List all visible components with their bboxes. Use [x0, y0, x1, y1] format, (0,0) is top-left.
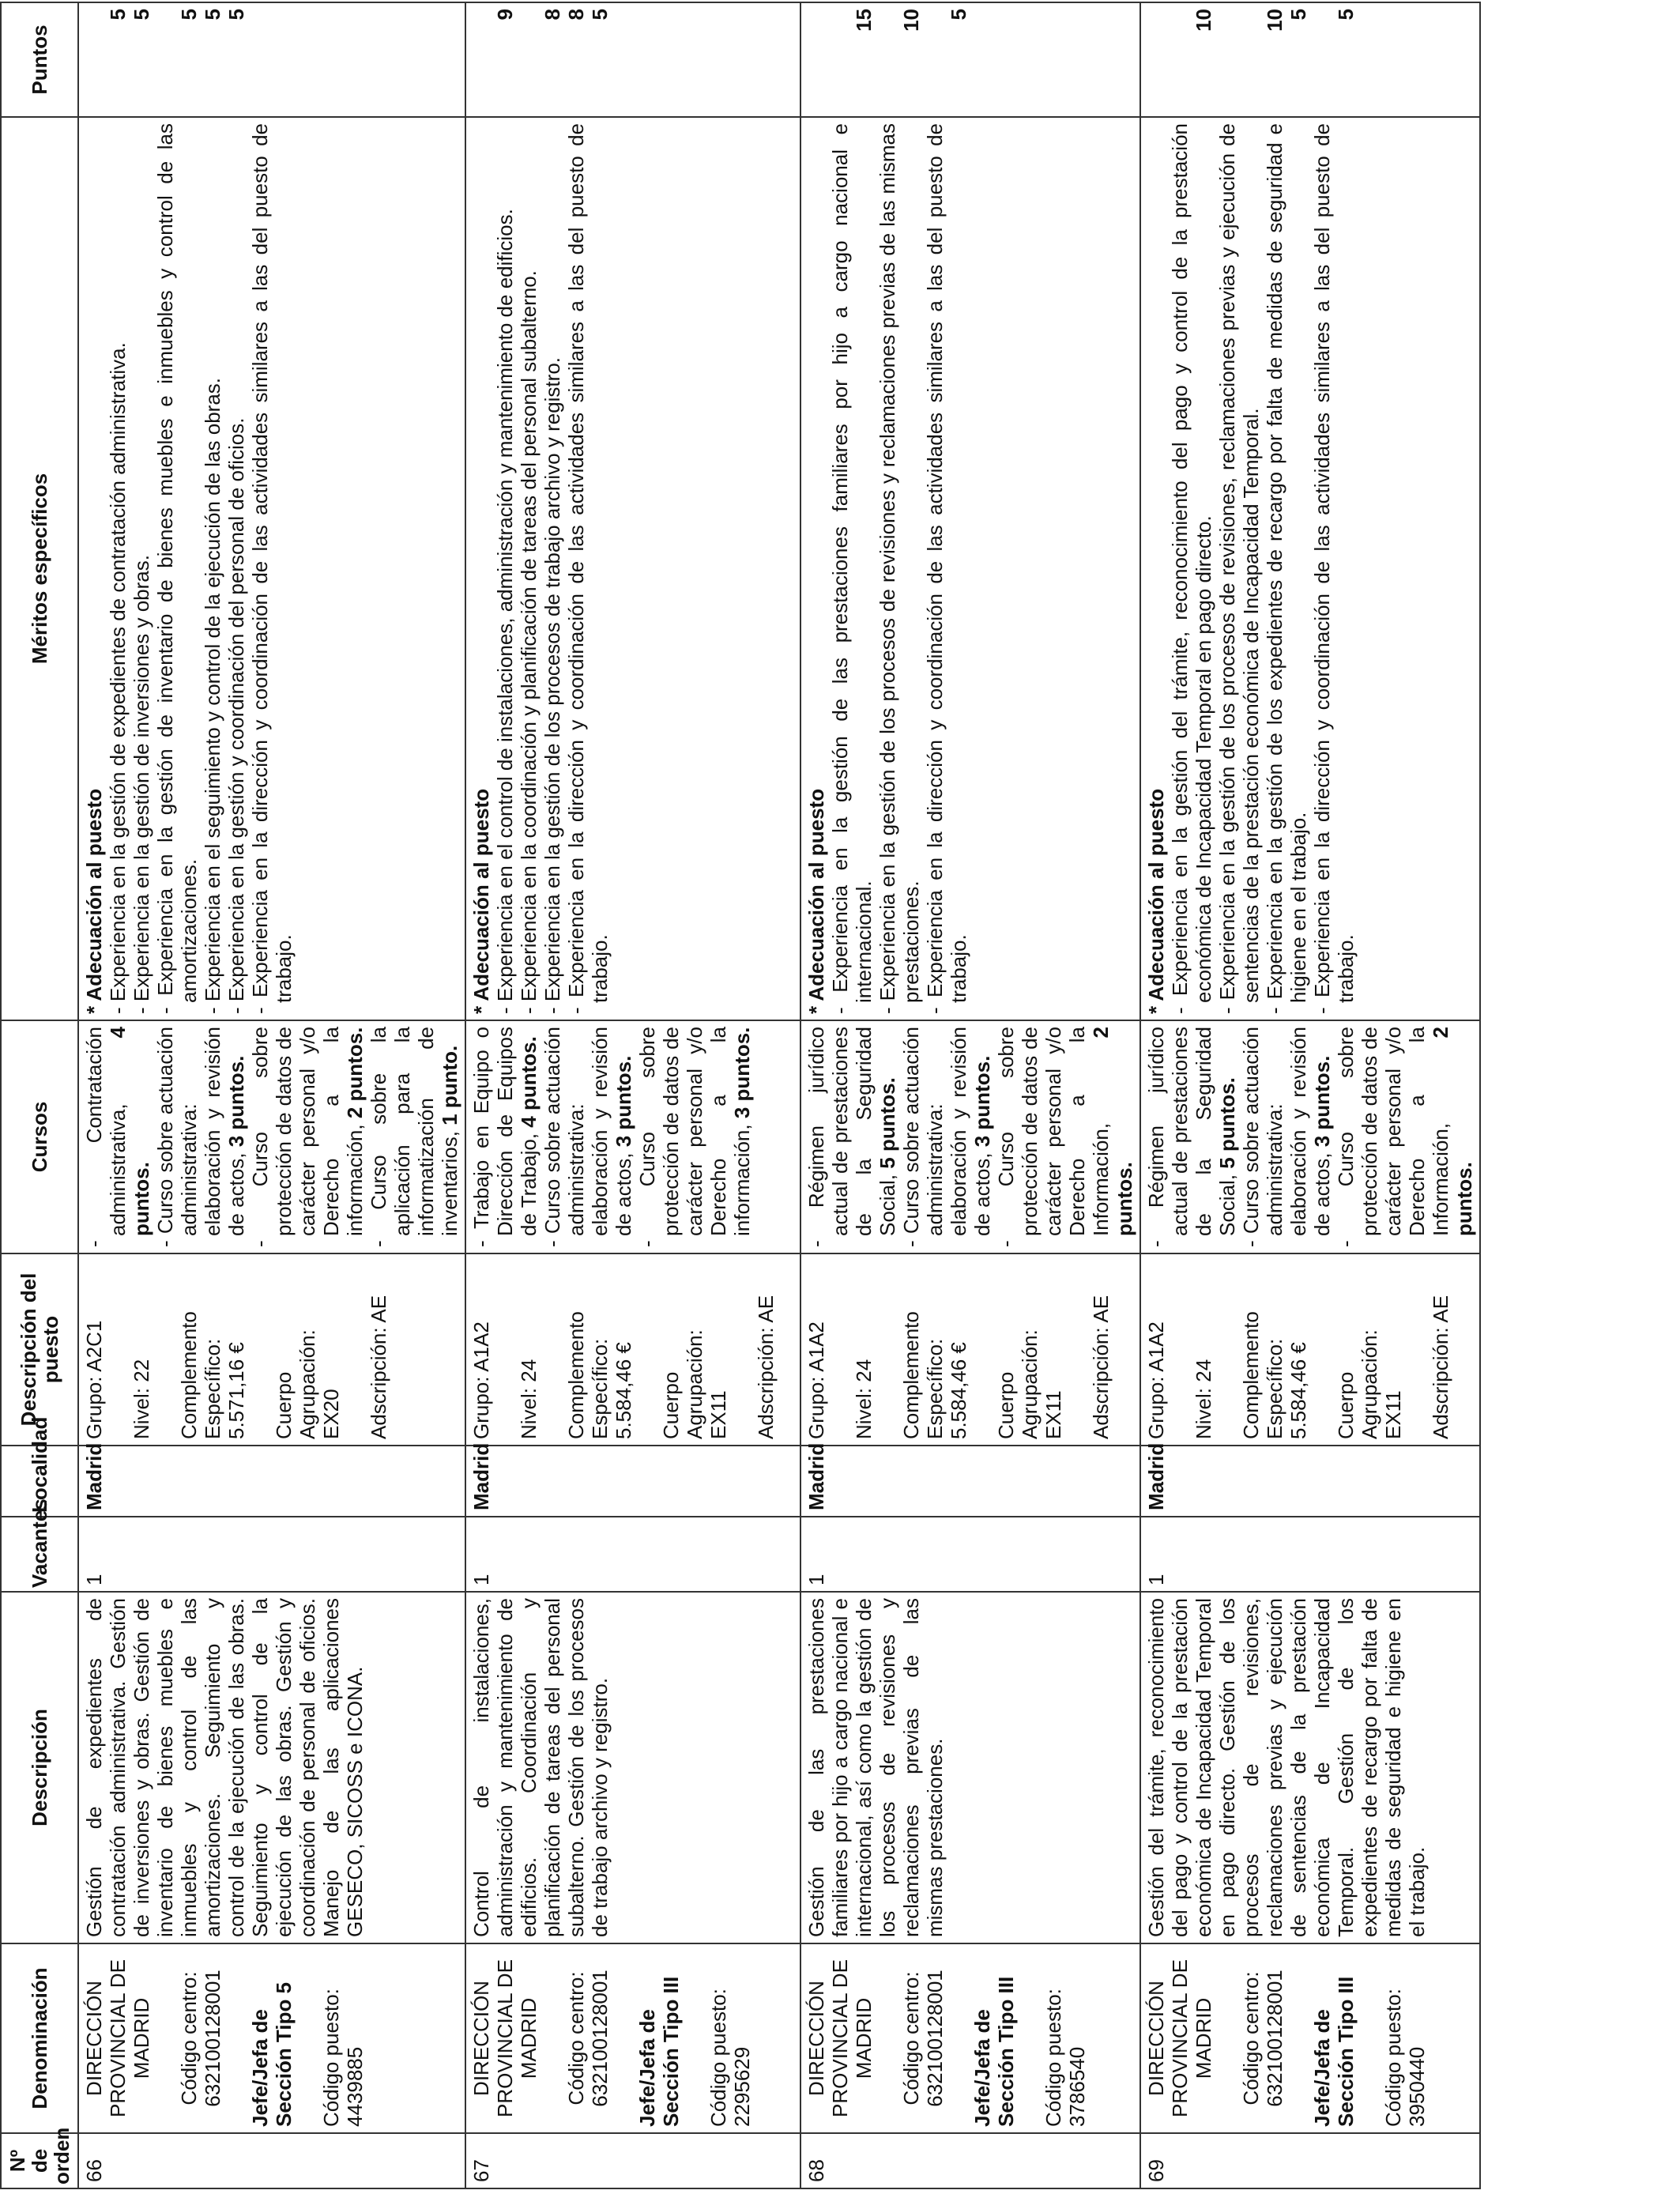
spacer [106, 1260, 130, 1439]
codigo-puesto: 3950440 [1405, 2046, 1430, 2127]
puntos-value [1239, 9, 1263, 111]
meritos-title: * Adecuación al puesto [469, 788, 493, 1014]
curso-text: - Curso sobre actuación administrativa: elaboración y revisión de actos, [541, 1027, 635, 1247]
adscripcion: Adscripción: AE [367, 1295, 390, 1439]
merito-item: - Experiencia en la dirección y coordinación de las actividades similares a las del puesto de trabajo. [248, 123, 296, 1014]
curso-puntos: 4 puntos. [517, 1036, 541, 1128]
curso-item [469, 1027, 541, 1247]
codigo-centro-label: Código centro: [1239, 1971, 1264, 2105]
merito-item: - Experiencia en el control de instalaciones, administración y mantenimiento de edificios. [493, 209, 517, 1014]
adscripcion: Adscripción: AE [754, 1295, 778, 1439]
curso-text: - Régimen jurídico actual de prestaciones de la Seguridad Social, [804, 1027, 900, 1247]
spacer [343, 1260, 367, 1439]
desc-puesto-cell [465, 1253, 800, 1446]
spacer [1286, 1950, 1310, 2127]
complemento: 5.584,46 € [947, 1342, 971, 1439]
adscripcion: Adscripción: AE [1429, 1295, 1453, 1439]
localidad-cell: Madrid [78, 1446, 465, 1517]
merito-item: - Experiencia en la gestión del trámite, reconocimiento del pago y control de la prestación económica de Incapacidad Temporal en pago directo. [1168, 123, 1216, 1014]
merito-item: - Experiencia en el seguimiento y control de la ejecución de las obras. [201, 377, 224, 1014]
puntos-value: 5 [1334, 9, 1358, 21]
descripcion-cell: Control de instalaciones, administración y mantenimiento de edificios. Coordinación y planificación de tareas del personal subalterno. Gestión de los procesos de trabajo archivo y registro. [465, 1592, 800, 1943]
descripcion-cell: Gestión del trámite, reconocimiento del pago y control de la prestación económica de Incapacidad Temporal en pago directo. Gestión de los procesos de revisiones, reclamaciones previas y ejecución de sentencias de la prestación económica de Incapacidad Temporal. Gestión de los expedientes de recargo por falta de medidas de seguridad e higiene en el trabajo. [1140, 1592, 1480, 1943]
descripcion-cell: Gestión de expedientes de contratación administrativa. Gestión de inversiones y obras. Gestión de inventario de bienes muebles e inmuebles y control de las amortizaciones. Seguimiento y control de la ejecución de las obras. Seguimiento y control de la ejecución de las obras. Gestión y coordinación de personal de oficios. Manejo de las aplicaciones GESECO, SICOSS e ICONA. [78, 1592, 465, 1943]
curso-text: - Curso sobre actuación administrativa: elaboración y revisión de actos, [899, 1027, 995, 1247]
curso-puntos: 3 puntos. [970, 1055, 995, 1148]
merito-item: - Experiencia en la gestión de los procesos de revisiones, reclamaciones previas y ejecución de sentencias de la prestación económica de Incapacidad Temporal. [1215, 123, 1264, 1014]
meritos-cell [78, 117, 465, 1020]
curso-item [153, 1027, 248, 1247]
localidad-cell: Madrid [1140, 1446, 1480, 1517]
spacer [876, 1260, 899, 1439]
curso-item [248, 1027, 367, 1247]
spacer [970, 1260, 994, 1439]
spacer [804, 9, 828, 111]
spacer [1018, 1950, 1042, 2127]
orden-cell: 68 [800, 2133, 1140, 2188]
puntos-value: 5 [1286, 9, 1311, 21]
codigo-puesto: 3786540 [1065, 2046, 1090, 2127]
codigo-puesto-label: Código puesto: [319, 1989, 343, 2127]
puntos-value: 10 [899, 9, 924, 32]
curso-text: - Curso sobre protección de datos de carácter personal y/o Derecho a la información, [248, 1027, 367, 1247]
cuerpo: EX11 [1381, 1390, 1406, 1439]
header-denominacion: Denominación [1, 1943, 78, 2133]
centro-name: DIRECCIÓN PROVINCIAL DE MADRID [804, 1959, 876, 2117]
curso-puntos: 2 puntos. [343, 1027, 367, 1119]
complemento: 5.584,46 € [612, 1342, 635, 1439]
puntos-value: 5 [201, 9, 224, 21]
curso-item [1239, 1027, 1334, 1247]
meritos-title: * Adecuación al puesto [804, 788, 829, 1014]
centro-name: DIRECCIÓN PROVINCIAL DE MADRID [469, 1959, 541, 2117]
puesto-name: Jefe/Jefa de Sección Tipo III [1310, 1976, 1358, 2127]
curso-puntos: 3 puntos. [1310, 1055, 1335, 1148]
puntos-value [1310, 9, 1334, 111]
curso-text: - Curso sobre la aplicación para la informatización de inventarios, [367, 1027, 461, 1247]
cuerpo: EX20 [319, 1389, 343, 1439]
spacer [224, 1950, 248, 2127]
puntos-value [1168, 9, 1192, 111]
denominacion-cell [465, 1943, 800, 2133]
grupo: Grupo: A2C1 [82, 1320, 106, 1439]
curso-puntos: 3 puntos. [612, 1055, 635, 1148]
codigo-centro: 632100128001 [1263, 1970, 1287, 2107]
spacer [1215, 1950, 1239, 2127]
spacer [1168, 1260, 1192, 1439]
cursos-cell [78, 1020, 465, 1253]
meritos-title: * Adecuación al puesto [82, 788, 106, 1014]
header-descripcion: Descripción [1, 1592, 78, 1943]
codigo-puesto: 4439885 [343, 2046, 367, 2127]
cursos-cell [1140, 1020, 1480, 1253]
puntos-value: 8 [564, 9, 588, 21]
puntos-value: 8 [541, 9, 564, 21]
spacer [1358, 1950, 1381, 2127]
puntos-value: 5 [130, 9, 153, 21]
spacer [1215, 1260, 1239, 1439]
header-meritos: Méritos específicos [1, 117, 78, 1020]
orden-cell: 66 [78, 2133, 465, 2188]
puntos-value [517, 9, 541, 111]
table-row [1140, 2, 1480, 2188]
puntos-cell [465, 2, 800, 117]
curso-text: - Curso sobre actuación administrativa: elaboración y revisión de actos, [1239, 1027, 1335, 1247]
header-desc-puesto: Descripción del puesto [1, 1253, 78, 1446]
spacer [493, 1260, 517, 1439]
puesto-name: Jefe/Jefa de Sección Tipo III [970, 1976, 1019, 2127]
complemento-label: Complemento Específico: [564, 1311, 612, 1439]
spacer [1144, 9, 1168, 111]
spacer [541, 1950, 564, 2127]
merito-item: - Experiencia en la gestión de los procesos de trabajo archivo y registro. [541, 357, 564, 1014]
puntos-value [923, 9, 947, 111]
nivel: Nivel: 24 [517, 1359, 541, 1439]
cuerpo: EX11 [706, 1390, 730, 1439]
complemento-label: Complemento Específico: [177, 1311, 224, 1439]
codigo-puesto-label: Código puesto: [1381, 1989, 1406, 2127]
curso-text: - Curso sobre actuación administrativa: elaboración y revisión de actos, [153, 1027, 248, 1247]
puntos-value: 10 [1192, 9, 1216, 32]
codigo-centro-label: Código centro: [177, 1971, 201, 2105]
meritos-cell [800, 117, 1140, 1020]
spacer [683, 1950, 706, 2127]
meritos-table [0, 2, 1481, 2189]
vacantes-cell: 1 [1140, 1517, 1480, 1592]
spacer [828, 1260, 852, 1439]
codigo-puesto-label: Código puesto: [706, 1989, 730, 2127]
cuerpo-label: Cuerpo Agrupación: [1334, 1329, 1382, 1439]
denominacion-cell [800, 1943, 1140, 2133]
merito-item: - Experiencia en la dirección y coordinación de las actividades similares a las del puesto de trabajo. [564, 123, 612, 1014]
codigo-centro-label: Código centro: [899, 1971, 924, 2105]
puesto-name: Jefe/Jefa de Sección Tipo III [635, 1976, 683, 2127]
spacer [82, 9, 106, 111]
curso-puntos: 3 puntos. [730, 1027, 754, 1119]
cursos-cell [800, 1020, 1140, 1253]
cuerpo-label: Cuerpo Agrupación: [659, 1329, 706, 1439]
localidad-cell: Madrid [800, 1446, 1140, 1517]
orden-cell: 69 [1140, 2133, 1480, 2188]
spacer [1065, 1260, 1089, 1439]
puntos-value: 5 [588, 9, 612, 21]
spacer [153, 1260, 177, 1439]
puntos-value [1215, 9, 1239, 111]
grupo: Grupo: A1A2 [1144, 1321, 1169, 1439]
table-body [78, 2, 1480, 2188]
merito-item: - Experiencia en la dirección y coordinación de las actividades similares a las del puesto de trabajo. [923, 123, 971, 1014]
merito-item: - Experiencia en la gestión y coordinación del personal de oficios. [224, 417, 248, 1014]
spacer [296, 1950, 319, 2127]
puntos-value: 5 [106, 9, 130, 21]
puntos-value: 10 [1263, 9, 1287, 32]
table-row [800, 2, 1140, 2188]
complemento-label: Complemento Específico: [899, 1311, 947, 1439]
curso-item [804, 1027, 899, 1247]
centro-name: DIRECCIÓN PROVINCIAL DE MADRID [1144, 1959, 1216, 2117]
puntos-cell [78, 2, 465, 117]
denominacion-cell [1140, 1943, 1480, 2133]
curso-item [82, 1027, 153, 1247]
table-row [78, 2, 465, 2188]
nivel: Nivel: 24 [1192, 1359, 1216, 1439]
puntos-value: 5 [224, 9, 248, 21]
puntos-value [876, 9, 899, 111]
spacer [635, 1260, 659, 1439]
grupo: Grupo: A1A2 [804, 1321, 829, 1439]
cuerpo-label: Cuerpo Agrupación: [994, 1329, 1042, 1439]
spacer [541, 1260, 564, 1439]
curso-text: - Curso sobre protección de datos de carácter personal y/o Derecho a la Información, [994, 1027, 1113, 1247]
curso-item [541, 1027, 635, 1247]
complemento-label: Complemento Específico: [1239, 1311, 1287, 1439]
vacantes-cell: 1 [465, 1517, 800, 1592]
curso-text: - Contratación administrativa, [82, 1027, 130, 1247]
curso-puntos: 5 puntos. [876, 1077, 900, 1169]
curso-puntos: 5 puntos. [1215, 1077, 1240, 1169]
nivel: Nivel: 24 [852, 1359, 876, 1439]
header-orden: Nº de orden [1, 2133, 78, 2188]
spacer [153, 1950, 177, 2127]
curso-puntos: 2 puntos. [1089, 1027, 1137, 1236]
spacer [876, 1950, 899, 2127]
merito-item: - Experiencia en la gestión de inventario de bienes muebles e inmuebles y control de las amortizaciones. [153, 123, 201, 1014]
puntos-value: 5 [177, 9, 201, 21]
meritos-title: * Adecuación al puesto [1144, 788, 1169, 1014]
curso-text: - Trabajo en Equipo o Dirección de Equipos de Trabajo, [469, 1027, 541, 1247]
merito-item: - Experiencia en la coordinación y planificación de tareas del personal subalterno. [517, 270, 541, 1014]
cuerpo-label: Cuerpo Agrupación: [272, 1329, 319, 1439]
desc-puesto-cell [1140, 1253, 1480, 1446]
curso-text: - Régimen jurídico actual de prestaciones de la Seguridad Social, [1144, 1027, 1240, 1247]
curso-item [899, 1027, 994, 1247]
spacer [248, 1260, 272, 1439]
merito-item: - Experiencia en la gestión de las prestaciones familiares por hijo a cargo nacional e internacional. [828, 123, 876, 1014]
curso-text: - Curso sobre protección de datos de carácter personal y/o Derecho a la Información, [1334, 1027, 1453, 1247]
codigo-centro-label: Código centro: [564, 1971, 588, 2105]
merito-item: - Experiencia en la gestión de los procesos de revisiones y reclamaciones previas de las mismas prestaciones. [876, 123, 924, 1014]
puntos-value [153, 9, 177, 111]
curso-puntos: 3 puntos. [224, 1055, 248, 1148]
vacantes-cell: 1 [78, 1517, 465, 1592]
merito-item: - Experiencia en la gestión de los expedientes de recargo por falta de medidas de seguridad e higiene en el trabajo. [1263, 123, 1311, 1014]
puntos-value: 9 [493, 9, 517, 21]
adscripcion: Adscripción: AE [1089, 1295, 1113, 1439]
desc-puesto-cell [78, 1253, 465, 1446]
codigo-centro: 632100128001 [588, 1970, 612, 2107]
complemento: 5.571,16 € [224, 1342, 248, 1439]
desc-puesto-cell [800, 1253, 1140, 1446]
table-row [465, 2, 800, 2188]
curso-item [1334, 1027, 1476, 1247]
curso-puntos: 4 puntos. [106, 1027, 153, 1236]
curso-item [1144, 1027, 1239, 1247]
codigo-puesto: 2295629 [730, 2046, 754, 2127]
curso-item [635, 1027, 754, 1247]
puesto-name: Jefe/Jefa de Sección Tipo 5 [248, 1981, 296, 2127]
puntos-value [828, 9, 852, 111]
codigo-centro: 632100128001 [923, 1970, 947, 2107]
orden-cell: 67 [465, 2133, 800, 2188]
header-vacantes: Vacantes [1, 1517, 78, 1592]
merito-item: - Experiencia en la gestión de expedientes de contratación administrativa. [106, 342, 130, 1014]
localidad-cell: Madrid [465, 1446, 800, 1517]
curso-item [367, 1027, 461, 1247]
meritos-cell [1140, 117, 1480, 1020]
spacer [612, 1950, 635, 2127]
curso-item [994, 1027, 1136, 1247]
spacer [1405, 1260, 1429, 1439]
codigo-puesto-label: Código puesto: [1042, 1989, 1066, 2127]
meritos-cell [465, 117, 800, 1020]
puntos-cell [1140, 2, 1480, 117]
cursos-cell [465, 1020, 800, 1253]
merito-item: - Experiencia en la dirección y coordinación de las actividades similares a las del puesto de trabajo. [1310, 123, 1358, 1014]
complemento: 5.584,46 € [1286, 1342, 1311, 1439]
rotated-table-wrapper [0, 3, 1477, 2189]
spacer [1310, 1260, 1334, 1439]
header-localidad: Localidad [1, 1446, 78, 1517]
spacer [730, 1260, 754, 1439]
centro-name: DIRECCIÓN PROVINCIAL DE MADRID [82, 1959, 153, 2117]
vacantes-cell: 1 [800, 1517, 1140, 1592]
curso-puntos: 1 punto. [438, 1045, 461, 1125]
curso-puntos: 2 puntos. [1429, 1027, 1477, 1236]
puntos-value: 15 [852, 9, 876, 32]
denominacion-cell [78, 1943, 465, 2133]
header-puntos: Puntos [1, 2, 78, 117]
codigo-centro: 632100128001 [201, 1970, 224, 2107]
spacer [947, 1950, 970, 2127]
nivel: Nivel: 22 [130, 1359, 153, 1439]
descripcion-cell: Gestión de las prestaciones familiares por hijo a cargo nacional e internacional, así como la gestión de los procesos de revisiones y reclamaciones previas de las mismas prestaciones. [800, 1592, 1140, 1943]
puntos-value: 5 [947, 9, 971, 21]
merito-item: - Experiencia en la gestión de inversiones y obras. [130, 555, 153, 1014]
header-cursos: Cursos [1, 1020, 78, 1253]
curso-text: - Curso sobre protección de datos de carácter personal y/o Derecho a la información, [635, 1027, 754, 1247]
header-row [1, 2, 78, 2188]
cuerpo: EX11 [1042, 1390, 1066, 1439]
puntos-cell [800, 2, 1140, 117]
spacer [469, 9, 493, 111]
grupo: Grupo: A1A2 [469, 1321, 493, 1439]
